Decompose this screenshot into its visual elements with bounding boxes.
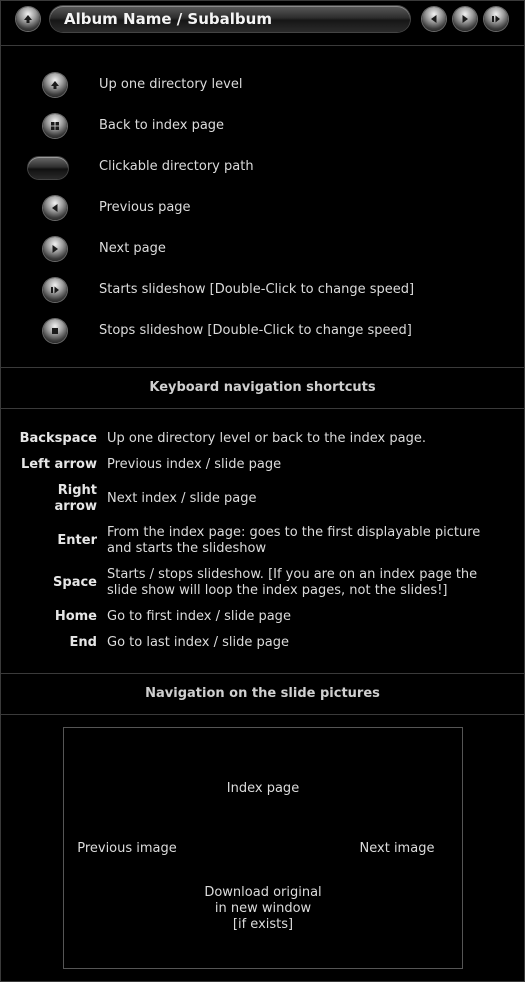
up-one-level-button[interactable] bbox=[16, 7, 40, 31]
previous-page-button[interactable] bbox=[422, 7, 446, 31]
download-line-3: [if exists] bbox=[232, 917, 294, 932]
grid-icon bbox=[49, 120, 61, 132]
keyboard-shortcuts-heading: Keyboard navigation shortcuts bbox=[0, 367, 525, 409]
up-arrow-icon bbox=[49, 79, 61, 91]
legend-label: Starts slideshow [Double-Click to change speed] bbox=[99, 282, 415, 297]
path-pill-icon bbox=[28, 157, 68, 179]
left-arrow-icon bbox=[49, 202, 61, 214]
download-line-1: Download original bbox=[204, 885, 322, 900]
slideshow-button[interactable] bbox=[484, 7, 508, 31]
stop-icon bbox=[49, 325, 61, 337]
previous-legend-icon bbox=[43, 196, 67, 220]
index-legend-icon bbox=[43, 114, 67, 138]
stop-legend-icon bbox=[43, 319, 67, 343]
shortcut-description: Previous index / slide page bbox=[107, 457, 282, 472]
legend-label: Next page bbox=[99, 241, 166, 256]
shortcut-description: Go to first index / slide page bbox=[107, 609, 291, 624]
shortcut-key: Right arrow bbox=[54, 483, 97, 514]
legend-item bbox=[0, 152, 525, 182]
previous-image-zone-label: Previous image bbox=[77, 841, 177, 856]
download-original-zone-label bbox=[64, 885, 462, 933]
shortcut-description: Starts / stops slideshow. [If you are on an index page the slide show will loop the index pages, not the slides!] bbox=[107, 567, 478, 598]
shortcut-key: End bbox=[69, 635, 97, 650]
legend-item bbox=[0, 70, 525, 100]
top-navigation-bar bbox=[0, 0, 525, 46]
up-level-legend-icon bbox=[43, 73, 67, 97]
slide-navigation-diagram bbox=[63, 727, 463, 969]
shortcut-key: Enter bbox=[57, 533, 97, 548]
right-arrow-icon bbox=[49, 243, 61, 255]
download-line-2: in new window bbox=[214, 901, 312, 916]
directory-path-bar[interactable] bbox=[50, 6, 410, 32]
shortcut-key: Backspace bbox=[19, 431, 97, 446]
legend-item bbox=[0, 316, 525, 346]
legend-label: Stops slideshow [Double-Click to change speed] bbox=[99, 323, 412, 338]
shortcut-key: Home bbox=[54, 609, 97, 624]
shortcut-description: From the index page: goes to the first displayable picture and starts the slideshow bbox=[107, 525, 481, 556]
left-arrow-icon bbox=[428, 13, 440, 25]
legend-item bbox=[0, 193, 525, 223]
index-page-zone-label: Index page bbox=[226, 781, 300, 796]
next-image-zone-label: Next image bbox=[359, 841, 435, 856]
shortcut-description: Next index / slide page bbox=[107, 491, 257, 506]
shortcut-description: Up one directory level or back to the index page. bbox=[107, 431, 426, 446]
icon-legend bbox=[0, 46, 525, 366]
next-page-button[interactable] bbox=[453, 7, 477, 31]
slideshow-legend-icon bbox=[43, 278, 67, 302]
up-arrow-icon bbox=[22, 13, 34, 25]
shortcut-key: Space bbox=[53, 575, 97, 590]
play-pause-icon bbox=[49, 284, 61, 296]
legend-label: Previous page bbox=[99, 200, 191, 215]
right-arrow-icon bbox=[459, 13, 471, 25]
legend-label: Clickable directory path bbox=[99, 159, 254, 174]
legend-label: Back to index page bbox=[99, 118, 225, 133]
shortcut-key: Left arrow bbox=[20, 457, 97, 472]
path-title[interactable]: Album Name / Subalbum bbox=[64, 10, 272, 28]
play-pause-icon bbox=[490, 13, 502, 25]
legend-item bbox=[0, 275, 525, 305]
slide-navigation-heading: Navigation on the slide pictures bbox=[0, 673, 525, 715]
shortcut-description: Go to last index / slide page bbox=[107, 635, 289, 650]
next-legend-icon bbox=[43, 237, 67, 261]
legend-item bbox=[0, 234, 525, 264]
legend-label: Up one directory level bbox=[99, 77, 243, 92]
legend-item bbox=[0, 111, 525, 141]
